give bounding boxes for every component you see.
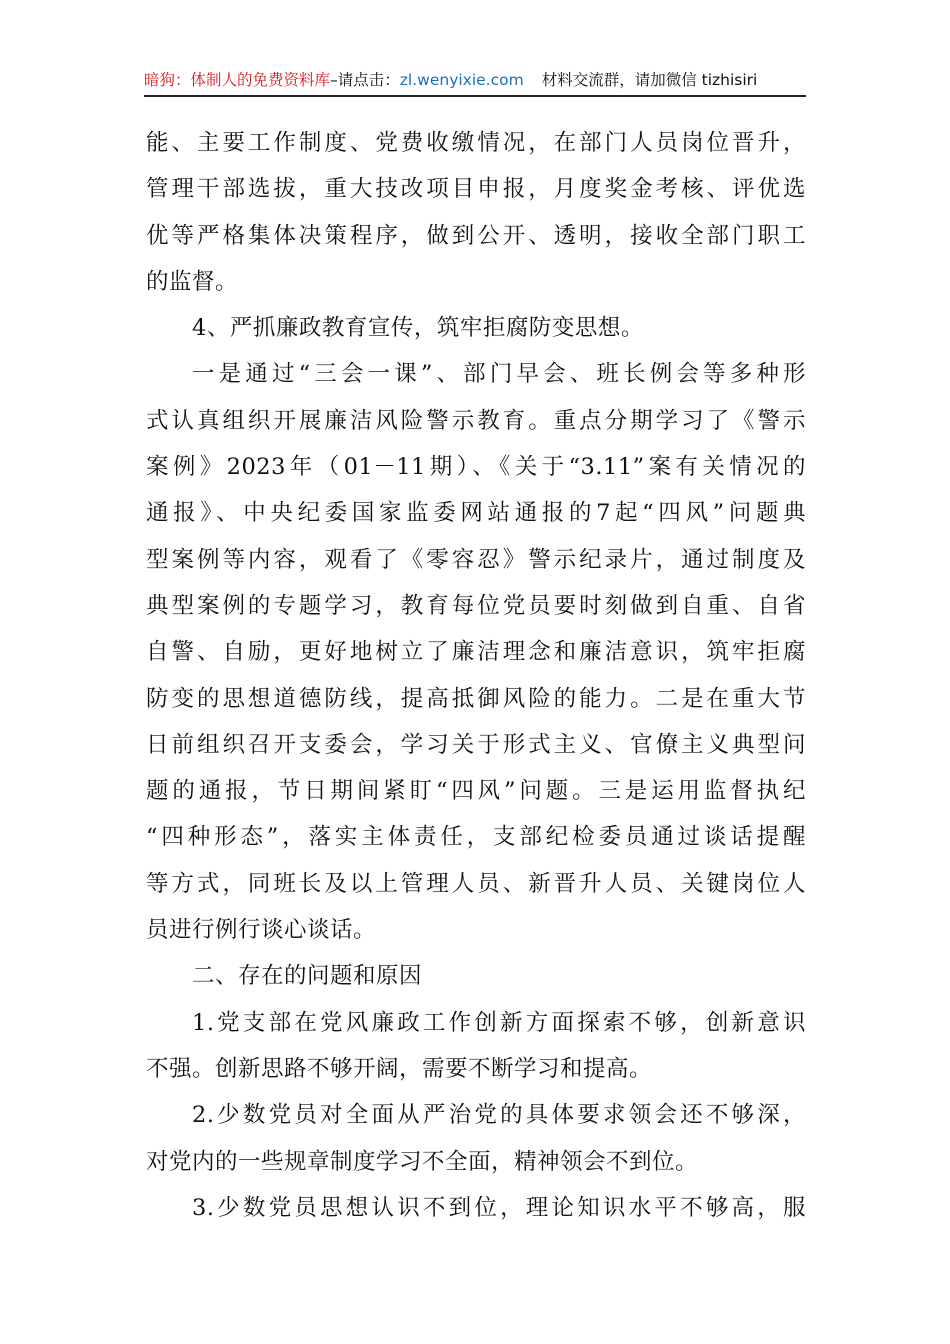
- paragraph-line: 不强。创新思路不够开阔，需要不断学习和提高。: [146, 1055, 653, 1082]
- paragraph-line: 一是通过“三会一课”、部门早会、班长例会等多种形: [192, 361, 806, 388]
- site-url-link[interactable]: zl.wenyixie.com: [399, 71, 524, 89]
- paragraph-line: 对党内的一些规章制度学习不全面，精神领会不到位。: [146, 1148, 699, 1175]
- click-prompt: –请点击：: [330, 71, 400, 89]
- paragraph-line: 防变的思想道德防线，提高抵御风险的能力。二是在重大节: [146, 685, 806, 712]
- paragraph-line: 日前组织召开支委会，学习关于形式主义、官僚主义典型问: [146, 731, 806, 758]
- document-body: [146, 120, 806, 1231]
- paragraph-line: 管理干部选拔，重大技改项目申报，月度奖金考核、评优选: [146, 176, 806, 203]
- paragraph-line: 的监督。: [146, 268, 239, 295]
- paragraph-line: “四种形态”，落实主体责任，支部纪检委员通过谈话提醒: [146, 824, 806, 851]
- paragraph-line: 典型案例的专题学习，教育每位党员要时刻做到自重、自省: [146, 592, 806, 619]
- paragraph-line: 3.少数党员思想认识不到位，理论知识水平不够高，服: [192, 1194, 806, 1221]
- paragraph-line: 能、主要工作制度、党费收缴情况，在部门人员岗位晋升，: [146, 130, 806, 156]
- header-divider: [144, 95, 806, 97]
- section-heading: 二、存在的问题和原因: [192, 963, 423, 990]
- page-header-banner: [144, 66, 806, 94]
- paragraph-line: 自警、自励，更好地树立了廉洁理念和廉洁意识，筑牢拒腐: [146, 639, 806, 666]
- site-name: 暗狗：体制人的免费资料库: [144, 71, 331, 89]
- paragraph-line: 优等严格集体决策程序，做到公开、透明，接收全部门职工: [146, 222, 806, 249]
- paragraph-line: 等方式，同班长及以上管理人员、新晋升人员、关键岗位人: [146, 870, 806, 897]
- paragraph-line: 题的通报，节日期间紧盯“四风”问题。三是运用监督执纪: [146, 778, 806, 805]
- paragraph-line: 型案例等内容，观看了《零容忍》警示纪录片，通过制度及: [146, 546, 806, 573]
- section-subheading: 4、严抓廉政教育宣传，筑牢拒腐防变思想。: [192, 315, 644, 342]
- paragraph-line: 案例》2023年（01－11期）、《关于“3.11”案有关情况的: [146, 454, 806, 481]
- paragraph-line: 2.少数党员对全面从严治党的具体要求领会还不够深，: [192, 1102, 806, 1129]
- wechat-contact: 材料交流群，请加微信 tizhisiri: [541, 71, 758, 89]
- paragraph-line: 通报》、中央纪委国家监委网站通报的7起“四风”问题典: [146, 500, 806, 527]
- paragraph-line: 式认真组织开展廉洁风险警示教育。重点分期学习了《警示: [146, 407, 806, 434]
- paragraph-line: 1.党支部在党风廉政工作创新方面探索不够，创新意识: [192, 1009, 806, 1036]
- paragraph-line: 员进行例行谈心谈话。: [146, 917, 377, 944]
